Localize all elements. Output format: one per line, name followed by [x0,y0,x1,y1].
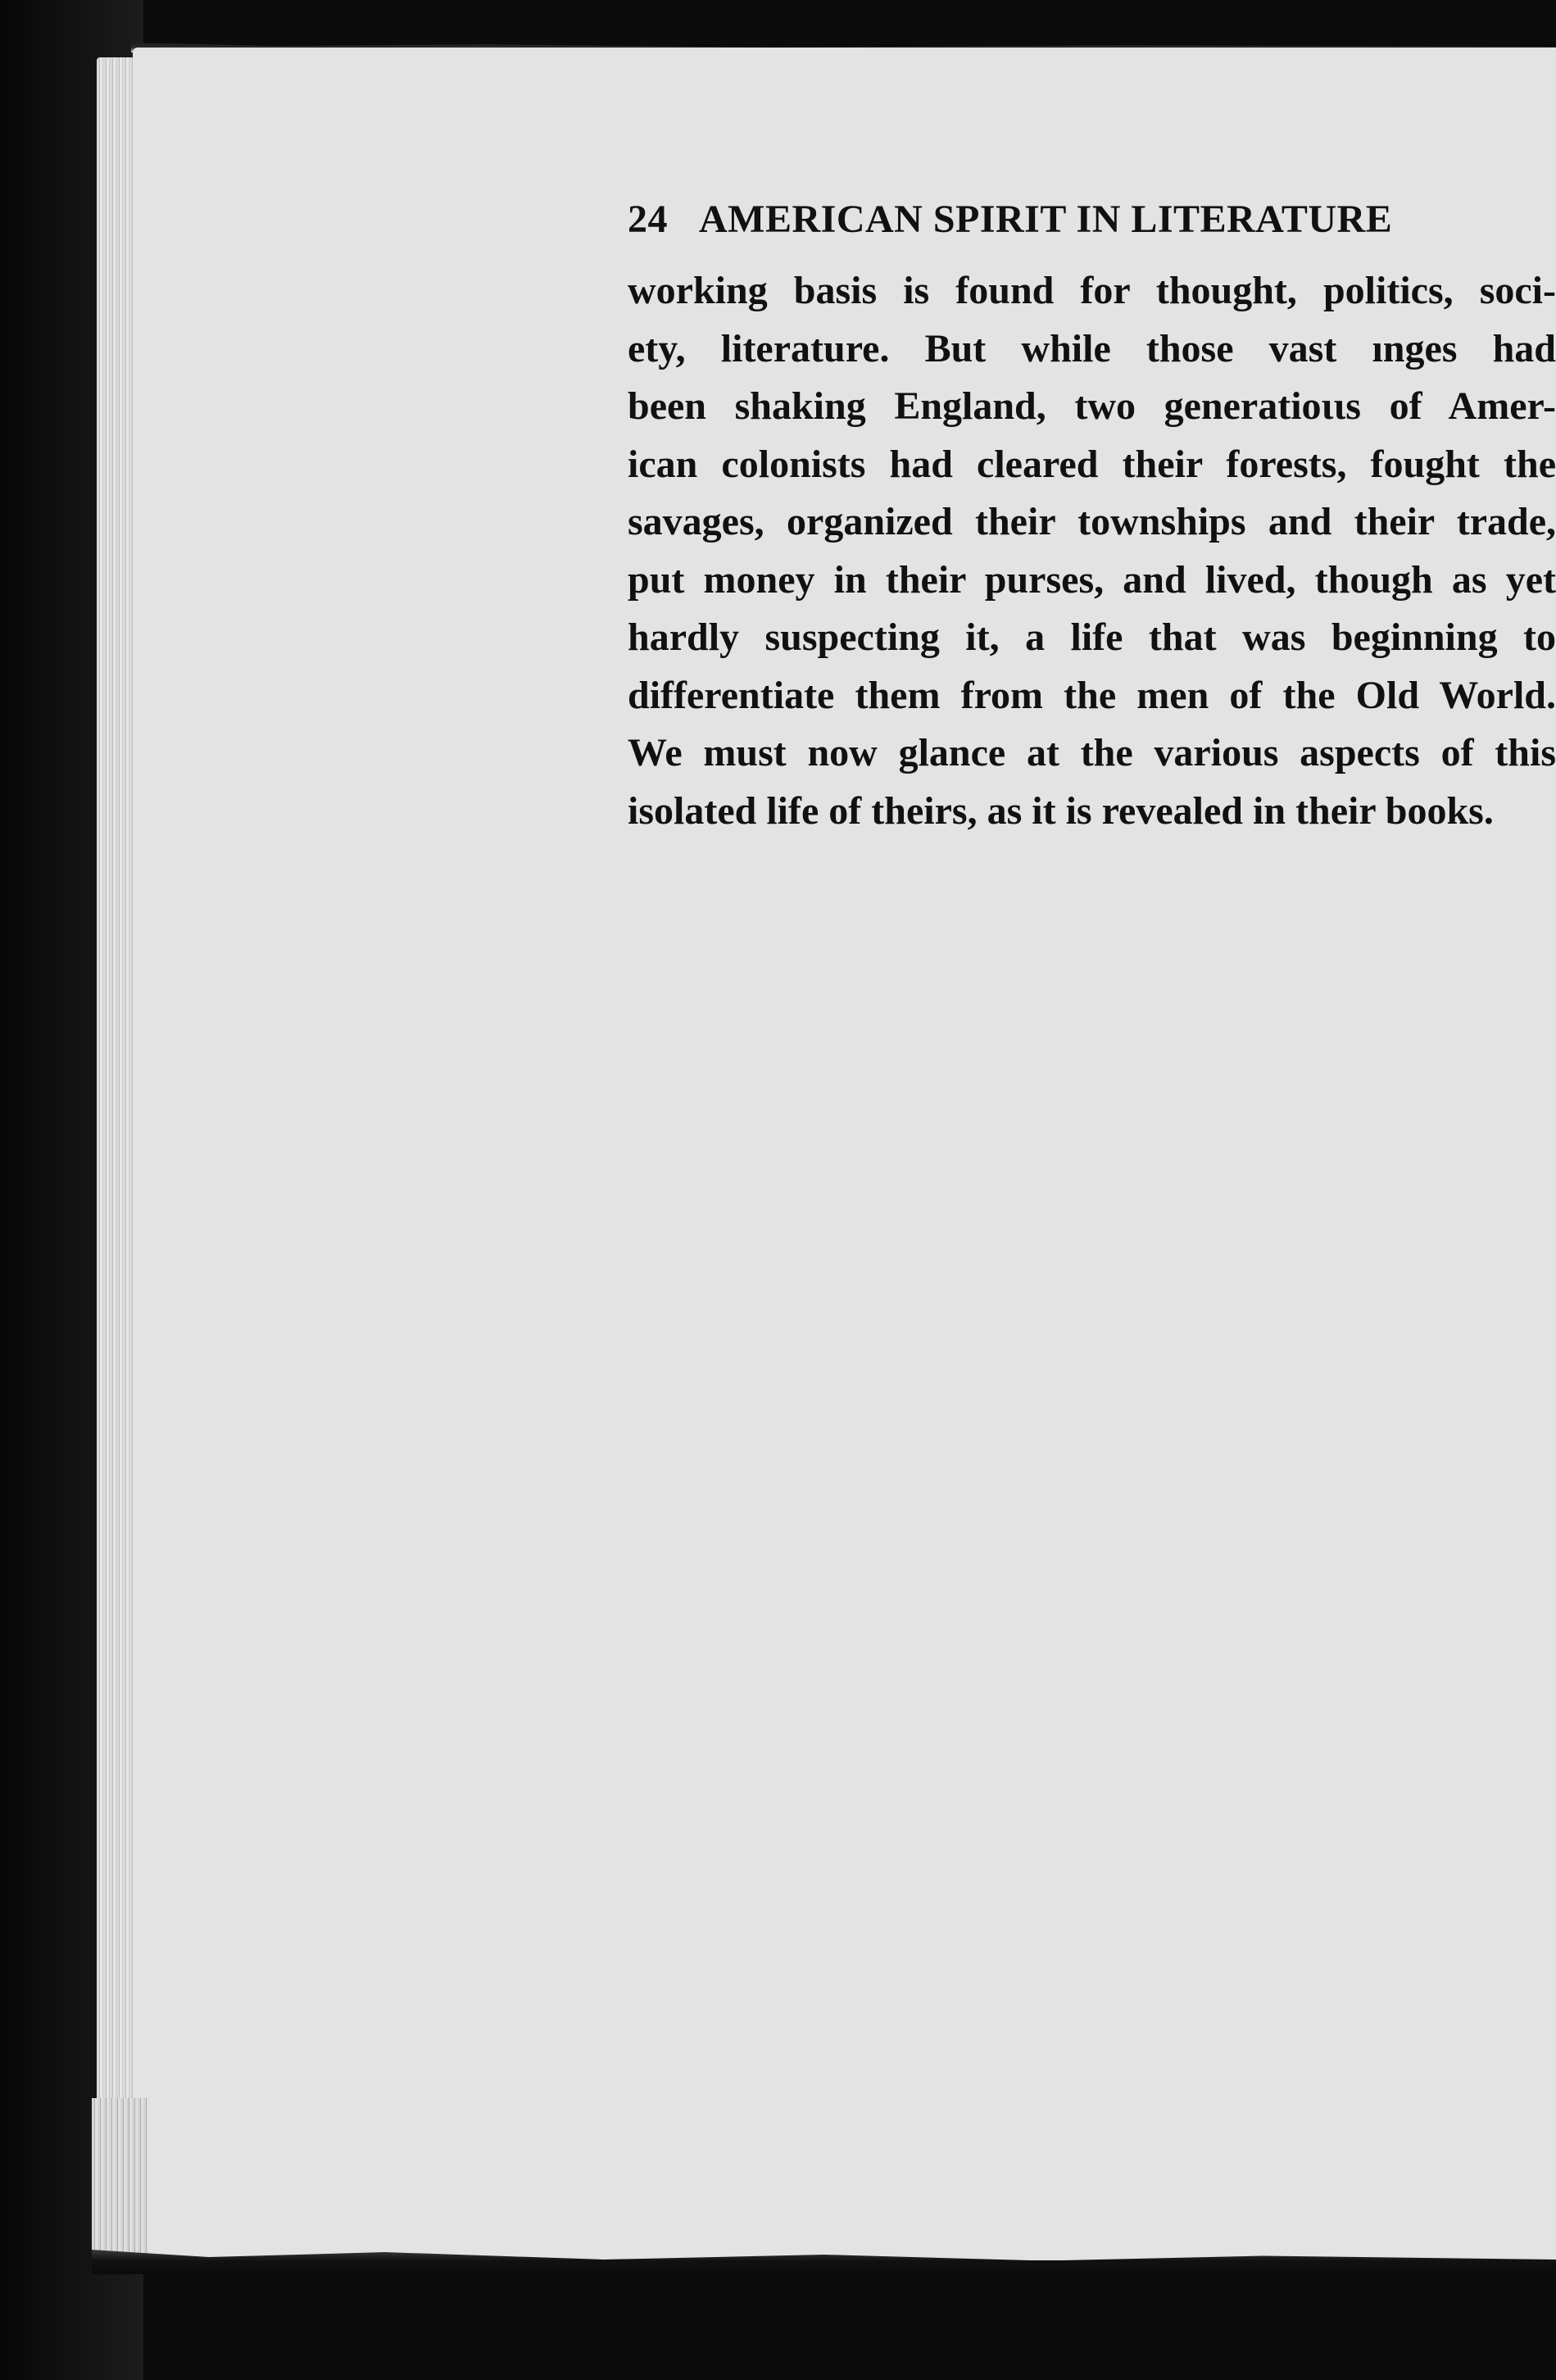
text-line: working basis is found for thought, politics, soci- [628,269,1556,312]
text-line: We must now glance at the various aspects of this [628,731,1556,774]
text-line: savages, organized their townships and their trade, [628,500,1556,543]
running-header [628,197,1556,262]
text-line: hardly suspecting it, a life that was beginning to [628,615,1556,659]
text-line: ety, literature. But while those vast ınges had [628,326,1556,370]
book-page-edges-lower [92,2098,149,2258]
text-line: differentiate them from the men of the Old World. [628,673,1556,717]
text-line: been shaking England, two generatioιιs of Amer- [628,384,1556,428]
page-number: 24 [628,198,668,241]
text-line: ican colonists had cleared their forests, fought the [628,442,1556,486]
page-text [628,197,1556,840]
text-line: put money in their purses, and lived, though as yet [628,557,1556,602]
running-title: AMERICAN SPIRIT IN LITERATURE [699,198,1393,241]
text-line: isolated life of theirs, as it is revealed in their books. [628,788,1494,833]
body-paragraph [628,262,1556,840]
